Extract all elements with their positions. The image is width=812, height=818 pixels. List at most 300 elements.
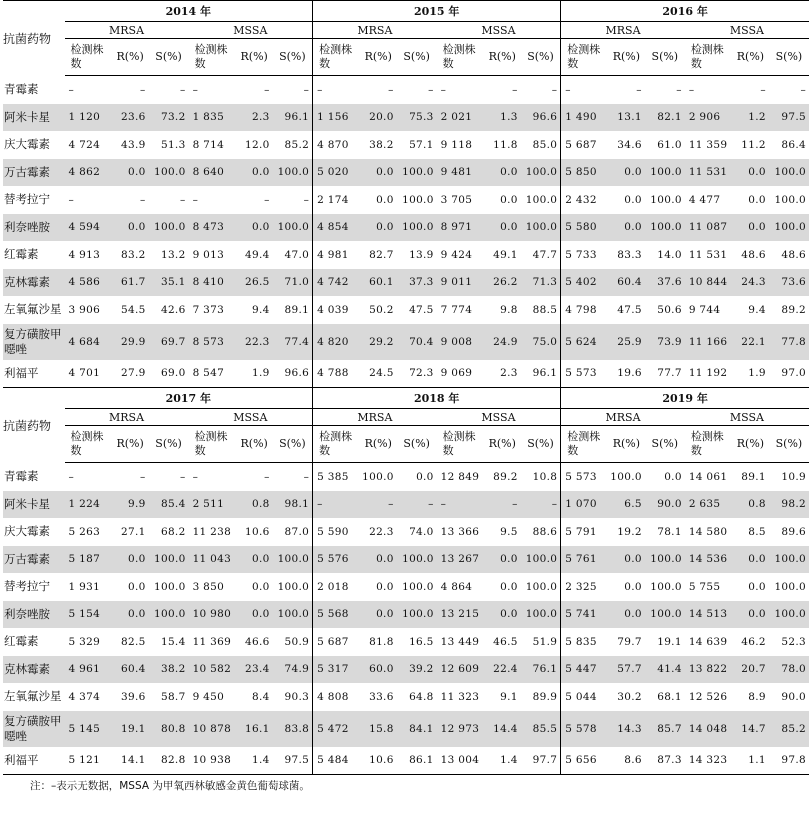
data-cell: 49.4 <box>245 248 270 261</box>
data-cell: 22.4 <box>484 656 521 684</box>
data-cell: 47.5 <box>409 303 434 316</box>
data-cell: 73.9 <box>645 324 685 360</box>
data-cell: 4 961 <box>65 656 112 684</box>
data-cell: 4 808 <box>313 683 360 711</box>
data-cell: 50.2 <box>369 303 394 316</box>
data-cell: – <box>636 83 642 96</box>
data-cell: 100.0 <box>521 601 561 629</box>
data-cell: – <box>264 470 270 483</box>
data-cell: 88.5 <box>532 303 558 316</box>
data-cell: 10 844 <box>685 269 732 297</box>
data-cell: 73.6 <box>769 269 809 297</box>
data-cell: 80.8 <box>149 711 189 747</box>
data-cell: 14 639 <box>688 635 728 648</box>
data-cell: 100.0 <box>273 601 313 629</box>
data-cell: 9 744 <box>688 303 721 316</box>
data-cell: 20.7 <box>732 656 769 684</box>
data-cell: 0.0 <box>484 214 521 242</box>
sub-header-count: 检测株数 <box>313 426 360 463</box>
data-cell: 24.3 <box>732 269 769 297</box>
data-cell: 89.2 <box>493 470 518 483</box>
data-cell: 13 004 <box>437 747 484 775</box>
data-cell: – <box>676 83 682 96</box>
data-cell: 1.1 <box>732 747 769 775</box>
data-cell: 5 850 <box>561 159 608 187</box>
table-body <box>3 1 809 775</box>
year-header-row <box>3 388 809 409</box>
data-cell: 8.4 <box>252 690 270 703</box>
data-cell: – <box>521 491 561 519</box>
data-cell: 0.8 <box>732 491 769 519</box>
data-cell: 47.7 <box>532 248 558 261</box>
data-cell: 29.9 <box>112 324 149 360</box>
data-cell: 0.0 <box>360 214 397 242</box>
group-header-row <box>3 22 809 39</box>
sub-header-row <box>3 39 809 76</box>
drug-name: 庆大霉素 <box>4 524 50 539</box>
table-row <box>3 324 809 360</box>
data-cell: 100.0 <box>149 214 189 242</box>
drug-name: 克林霉素 <box>3 269 65 297</box>
drug-name: 克林霉素 <box>3 656 65 684</box>
table-row <box>3 747 809 775</box>
data-cell: 10 938 <box>189 747 236 775</box>
data-cell: 1.3 <box>484 104 521 132</box>
data-cell: 5 317 <box>313 656 360 684</box>
data-cell: 58.7 <box>160 690 186 703</box>
data-cell: – <box>313 76 360 104</box>
data-cell: 3 705 <box>440 193 473 206</box>
data-cell: – <box>180 470 186 483</box>
data-cell: 100.0 <box>521 546 561 574</box>
data-cell: 11 043 <box>189 546 236 574</box>
data-cell: 0.0 <box>236 214 273 242</box>
data-cell: – <box>760 83 766 96</box>
data-cell: 100.0 <box>769 159 809 187</box>
data-cell: – <box>303 470 310 483</box>
data-cell: 11 087 <box>685 214 732 242</box>
data-cell: 90.3 <box>284 690 310 703</box>
data-cell: 9.1 <box>500 690 518 703</box>
data-cell: 100.0 <box>149 546 189 574</box>
year-header: 2016 年 <box>561 1 809 22</box>
data-cell: 100.0 <box>525 193 558 206</box>
data-cell: 1 120 <box>65 104 112 132</box>
data-cell: – <box>303 193 310 206</box>
data-cell: – <box>800 83 806 96</box>
data-cell: 14.0 <box>657 248 682 261</box>
data-cell: 5 624 <box>561 324 608 360</box>
drug-name: 红霉素 <box>4 634 39 649</box>
drug-name: 利奈唑胺 <box>3 214 65 242</box>
sub-header-s: S(%) <box>769 39 809 76</box>
data-cell: 86.1 <box>397 747 437 775</box>
data-cell: 9 118 <box>440 138 473 151</box>
table-row <box>3 573 809 601</box>
data-cell: 9.8 <box>500 303 518 316</box>
data-cell: 98.1 <box>273 491 313 519</box>
data-cell: 5 484 <box>313 747 360 775</box>
data-cell: 30.2 <box>617 690 642 703</box>
data-cell: 5 576 <box>313 546 360 574</box>
data-cell: 19.2 <box>617 525 642 538</box>
table-row <box>3 656 809 684</box>
data-cell: 3 906 <box>68 303 101 316</box>
data-cell: 78.1 <box>657 525 682 538</box>
data-cell: 75.3 <box>397 104 437 132</box>
data-cell: 100.0 <box>362 470 394 483</box>
data-cell: 10 582 <box>189 656 236 684</box>
data-cell: 9 013 <box>192 248 225 261</box>
data-cell: 8 714 <box>192 138 225 151</box>
data-cell: 2.3 <box>500 367 518 380</box>
data-cell: 69.7 <box>149 324 189 360</box>
data-cell: 85.5 <box>521 711 561 747</box>
data-cell: 4 788 <box>313 360 360 388</box>
data-cell: 100.0 <box>397 214 437 242</box>
group-header: MRSA <box>65 409 189 426</box>
data-cell: 100.0 <box>650 580 682 593</box>
data-cell: 49.1 <box>493 248 518 261</box>
data-cell: 0.0 <box>112 214 149 242</box>
data-cell: 5 472 <box>313 711 360 747</box>
data-cell: 5 154 <box>65 601 112 629</box>
table-row <box>3 360 809 388</box>
table-row <box>3 711 809 747</box>
data-cell: – <box>561 76 608 104</box>
data-cell: 0.0 <box>732 159 769 187</box>
data-cell: 5 020 <box>313 159 360 187</box>
data-cell: 82.7 <box>369 248 394 261</box>
data-cell: 1 490 <box>561 104 608 132</box>
data-cell: 46.6 <box>245 635 270 648</box>
data-cell: 87.3 <box>645 747 685 775</box>
data-cell: 2 018 <box>313 573 360 601</box>
data-cell: 54.5 <box>120 303 146 316</box>
data-cell: 11 192 <box>688 367 728 380</box>
data-cell: 4 477 <box>688 193 721 206</box>
data-cell: 100.0 <box>277 580 310 593</box>
data-cell: 26.5 <box>236 269 273 297</box>
data-cell: 4 981 <box>313 241 360 269</box>
sub-header-s: S(%) <box>397 39 437 76</box>
data-cell: 5 590 <box>313 518 360 546</box>
data-cell: 0.8 <box>236 491 273 519</box>
sub-header-r: R(%) <box>484 426 521 463</box>
table-row <box>3 463 809 491</box>
data-cell: – <box>68 83 75 96</box>
data-cell: 4 870 <box>313 131 360 159</box>
data-cell: 57.1 <box>409 138 434 151</box>
data-cell: 8 573 <box>189 324 236 360</box>
data-cell: 16.1 <box>236 711 273 747</box>
data-cell: – <box>388 83 394 96</box>
table-row <box>3 601 809 629</box>
drug-name: 万古霉素 <box>3 159 65 187</box>
data-cell: 0.0 <box>236 601 273 629</box>
sub-header-s: S(%) <box>645 39 685 76</box>
data-cell: 74.0 <box>409 525 434 538</box>
data-cell: 11 359 <box>688 138 728 151</box>
data-cell: 4 854 <box>313 214 360 242</box>
data-cell: 4 798 <box>561 296 608 324</box>
data-cell: 9.4 <box>748 303 766 316</box>
table-row <box>3 491 809 519</box>
data-cell: 100.0 <box>774 193 806 206</box>
data-cell: 0.0 <box>360 546 397 574</box>
data-cell: 22.1 <box>732 324 769 360</box>
data-cell: 9 481 <box>437 159 484 187</box>
data-cell: 8.5 <box>748 525 766 538</box>
resistance-table <box>3 0 809 775</box>
data-cell: 4 684 <box>65 324 112 360</box>
data-cell: 1.9 <box>252 367 270 380</box>
data-cell: 4 724 <box>68 138 101 151</box>
data-cell: – <box>512 83 518 96</box>
table-row <box>3 241 809 269</box>
data-cell: 4 374 <box>68 690 101 703</box>
year-header: 2019 年 <box>561 388 809 409</box>
sub-header-count: 检测株数 <box>65 426 112 463</box>
sub-header-r: R(%) <box>732 426 769 463</box>
data-cell: 51.9 <box>532 635 558 648</box>
data-cell: 13 215 <box>437 601 484 629</box>
data-cell: 13 449 <box>440 635 480 648</box>
data-cell: 14 536 <box>685 546 732 574</box>
data-cell: 97.8 <box>769 747 809 775</box>
sub-header-r: R(%) <box>484 39 521 76</box>
drug-name: 红霉素 <box>4 247 39 262</box>
data-cell: 84.1 <box>397 711 437 747</box>
data-cell: 4 862 <box>65 159 112 187</box>
data-cell: 0.0 <box>732 601 769 629</box>
data-cell: 0.0 <box>360 159 397 187</box>
table-row <box>3 186 809 214</box>
data-cell: 98.2 <box>769 491 809 519</box>
drug-name: 替考拉宁 <box>4 579 50 594</box>
data-cell: 9 008 <box>437 324 484 360</box>
data-cell: 23.4 <box>236 656 273 684</box>
data-cell: 100.0 <box>273 214 313 242</box>
drug-name: 左氧氟沙星 <box>4 689 62 704</box>
data-cell: 15.8 <box>360 711 397 747</box>
data-cell: 100.0 <box>397 546 437 574</box>
data-cell: 79.7 <box>617 635 642 648</box>
group-header-row <box>3 409 809 426</box>
data-cell: 7 774 <box>440 303 473 316</box>
data-cell: – <box>688 83 695 96</box>
data-cell: 26.2 <box>484 269 521 297</box>
data-cell: 1 156 <box>313 104 360 132</box>
sub-header-count: 检测株数 <box>685 39 732 76</box>
data-cell: 20.0 <box>360 104 397 132</box>
data-cell: 4 742 <box>313 269 360 297</box>
data-cell: 0.0 <box>127 580 146 593</box>
data-cell: 85.7 <box>645 711 685 747</box>
data-cell: 60.4 <box>112 656 149 684</box>
data-cell: – <box>192 83 199 96</box>
data-cell: 5 573 <box>561 360 608 388</box>
sub-header-s: S(%) <box>149 426 189 463</box>
sub-header-r: R(%) <box>236 426 273 463</box>
drug-name: 阿米卡星 <box>3 491 65 519</box>
data-cell: 50.6 <box>657 303 682 316</box>
data-cell: 9 011 <box>437 269 484 297</box>
group-header: MRSA <box>313 409 437 426</box>
sub-header-count: 检测株数 <box>437 39 484 76</box>
sub-header-r: R(%) <box>360 39 397 76</box>
data-cell: 77.7 <box>657 367 682 380</box>
year-header: 2015 年 <box>313 1 561 22</box>
data-cell: 0.0 <box>112 159 149 187</box>
data-cell: 0.0 <box>484 159 521 187</box>
year-header: 2014 年 <box>65 1 313 22</box>
data-cell: 97.0 <box>781 367 806 380</box>
data-cell: 0.0 <box>500 193 518 206</box>
data-cell: 52.3 <box>781 635 806 648</box>
data-cell: 5 329 <box>68 635 101 648</box>
data-cell: 39.2 <box>397 656 437 684</box>
data-cell: 64.8 <box>409 690 434 703</box>
sub-header-count: 检测株数 <box>685 426 732 463</box>
data-cell: 2 906 <box>685 104 732 132</box>
data-cell: 1.2 <box>732 104 769 132</box>
data-cell: 5 741 <box>561 601 608 629</box>
data-cell: 89.1 <box>741 470 766 483</box>
data-cell: 100.0 <box>645 214 685 242</box>
data-cell: 86.4 <box>781 138 806 151</box>
data-cell: 89.1 <box>284 303 310 316</box>
data-cell: 100.0 <box>273 159 313 187</box>
sub-header-count: 检测株数 <box>189 426 236 463</box>
data-cell: 8 473 <box>189 214 236 242</box>
data-cell: 0.0 <box>376 193 394 206</box>
data-cell: 96.6 <box>284 367 310 380</box>
data-cell: 24.5 <box>369 367 394 380</box>
sub-header-s: S(%) <box>521 426 561 463</box>
data-cell: 83.2 <box>120 248 146 261</box>
data-cell: 0.0 <box>608 159 645 187</box>
data-cell: 3 850 <box>192 580 225 593</box>
drug-name: 利奈唑胺 <box>3 601 65 629</box>
sub-header-s: S(%) <box>769 426 809 463</box>
data-cell: 10 980 <box>189 601 236 629</box>
data-cell: 100.0 <box>645 546 685 574</box>
data-cell: 11 166 <box>685 324 732 360</box>
sub-header-row <box>3 426 809 463</box>
data-cell: 0.0 <box>112 546 149 574</box>
data-cell: 5 733 <box>561 241 608 269</box>
data-cell: 85.0 <box>532 138 558 151</box>
data-cell: 9.5 <box>500 525 518 538</box>
sub-header-r: R(%) <box>360 426 397 463</box>
data-cell: 100.0 <box>402 580 434 593</box>
data-cell: 11.2 <box>741 138 766 151</box>
data-cell: 60.1 <box>360 269 397 297</box>
table-row <box>3 159 809 187</box>
sub-header-count: 检测株数 <box>561 426 608 463</box>
sub-header-r: R(%) <box>236 39 273 76</box>
data-cell: 4 039 <box>313 296 360 324</box>
data-cell: 2 021 <box>437 104 484 132</box>
data-cell: 90.0 <box>645 491 685 519</box>
data-cell: – <box>428 83 434 96</box>
data-cell: 38.2 <box>369 138 394 151</box>
data-cell: 13 267 <box>437 546 484 574</box>
data-cell: 88.6 <box>532 525 558 538</box>
data-cell: 100.0 <box>645 601 685 629</box>
data-cell: 13 366 <box>440 525 480 538</box>
data-cell: 8 547 <box>192 367 225 380</box>
data-cell: 0.0 <box>624 580 642 593</box>
data-cell: – <box>192 193 199 206</box>
group-header: MSSA <box>189 22 313 39</box>
data-cell: 22.3 <box>369 525 394 538</box>
data-cell: 14 048 <box>685 711 732 747</box>
data-cell: 14 323 <box>685 747 732 775</box>
data-cell: 1 835 <box>189 104 236 132</box>
data-cell: – <box>360 491 397 519</box>
data-cell: 11 531 <box>685 159 732 187</box>
data-cell: 100.0 <box>769 601 809 629</box>
data-cell: 100.0 <box>154 580 186 593</box>
data-cell: 89.2 <box>781 303 806 316</box>
data-cell: 5 835 <box>561 628 608 656</box>
data-cell: 11 531 <box>688 248 728 261</box>
data-cell: 89.6 <box>781 525 806 538</box>
data-cell: – <box>551 83 558 96</box>
table-row <box>3 683 809 711</box>
table-row <box>3 76 809 104</box>
data-cell: 5 121 <box>65 747 112 775</box>
data-cell: 100.0 <box>521 214 561 242</box>
data-cell: 61.0 <box>657 138 682 151</box>
data-cell: 74.9 <box>273 656 313 684</box>
data-cell: 100.0 <box>149 159 189 187</box>
data-cell: 82.5 <box>120 635 146 648</box>
data-cell: 1.4 <box>236 747 273 775</box>
group-header: MSSA <box>437 22 561 39</box>
data-cell: – <box>264 193 270 206</box>
data-cell: 97.5 <box>273 747 313 775</box>
year-header: 2018 年 <box>313 388 561 409</box>
data-cell: 47.5 <box>617 303 642 316</box>
data-cell: 19.1 <box>112 711 149 747</box>
group-header: MSSA <box>189 409 313 426</box>
data-cell: 1.9 <box>748 367 766 380</box>
drug-name: 利福平 <box>4 365 39 380</box>
data-cell: 57.7 <box>608 656 645 684</box>
table-row <box>3 104 809 132</box>
data-cell: 23.6 <box>112 104 149 132</box>
sub-header-count: 检测株数 <box>313 39 360 76</box>
data-cell: 5 687 <box>313 628 360 656</box>
data-cell: 24.9 <box>484 324 521 360</box>
data-cell: 0.0 <box>608 546 645 574</box>
data-cell: 12 849 <box>440 470 480 483</box>
data-cell: 48.6 <box>741 248 766 261</box>
data-cell: 0.0 <box>748 193 766 206</box>
data-cell: 22.3 <box>236 324 273 360</box>
data-cell: 2 325 <box>561 573 608 601</box>
data-cell: 1 931 <box>68 580 101 593</box>
data-cell: 81.8 <box>369 635 394 648</box>
data-cell: 77.4 <box>273 324 313 360</box>
data-cell: – <box>484 491 521 519</box>
drug-name: 复方磺胺甲噁唑 <box>3 711 65 747</box>
data-cell: 14.3 <box>608 711 645 747</box>
data-cell: 100.0 <box>397 159 437 187</box>
